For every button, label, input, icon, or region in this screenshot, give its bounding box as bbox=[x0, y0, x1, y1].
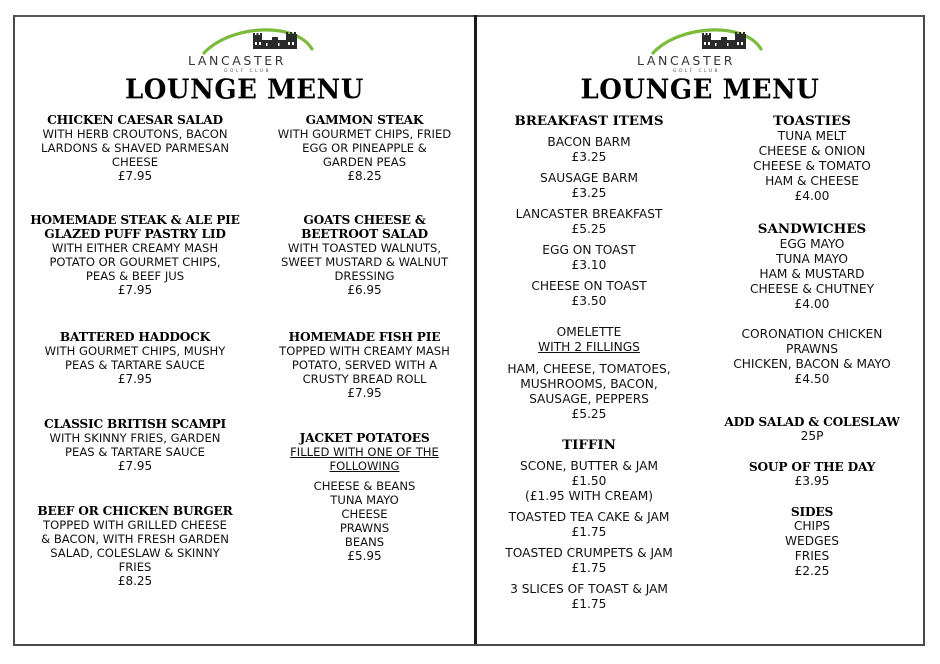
section-heading: TOASTIES bbox=[773, 113, 851, 129]
right-menu-page bbox=[477, 17, 923, 642]
sandwiches-section bbox=[701, 221, 923, 312]
item-option: EGG MAYO bbox=[779, 237, 845, 251]
item-name: GAMMON STEAK bbox=[305, 113, 424, 127]
item-desc: TOPPED WITH GRILLED CHEESE bbox=[43, 518, 227, 532]
item-price: £3.25 bbox=[571, 150, 607, 164]
item-name: HOMEMADE FISH PIE bbox=[288, 330, 441, 344]
menu-item-beef-chicken-burger bbox=[15, 504, 255, 588]
item-price: £5.25 bbox=[571, 222, 607, 236]
item-subtitle: WITH 2 FILLINGS bbox=[538, 340, 640, 354]
item-price: £7.95 bbox=[347, 386, 382, 400]
item-price: £7.95 bbox=[117, 169, 153, 183]
item-option: CHICKEN, BACON & MAYO bbox=[733, 357, 891, 371]
item-desc: WITH HERB CROUTONS, BACON bbox=[42, 127, 228, 141]
tiffin-section bbox=[477, 437, 701, 612]
breakfast-section bbox=[477, 113, 701, 309]
item-option: MUSHROOMS, BACON, bbox=[520, 377, 658, 391]
item-name: BATTERED HADDOCK bbox=[59, 330, 211, 344]
toasties-section bbox=[701, 113, 923, 204]
item-desc: DRESSING bbox=[334, 269, 395, 283]
item-desc: GARDEN PEAS bbox=[322, 155, 407, 169]
item-price: £1.75 bbox=[571, 561, 607, 575]
item-price: £1.75 bbox=[571, 525, 607, 539]
item-price: £3.50 bbox=[571, 294, 607, 308]
item-price: £1.75 bbox=[571, 597, 607, 611]
item-name: JACKET POTATOES bbox=[299, 431, 430, 445]
item-price: £5.95 bbox=[347, 549, 382, 563]
section-heading: BREAKFAST ITEMS bbox=[514, 113, 664, 129]
logo-subtitle: GOLF CLUB bbox=[224, 69, 271, 74]
left-mains-column-1 bbox=[15, 17, 255, 642]
logo-subtitle: GOLF CLUB bbox=[673, 69, 720, 74]
item-option: SAUSAGE, PEPPERS bbox=[529, 392, 649, 406]
item-option: CORONATION CHICKEN bbox=[741, 327, 883, 341]
item-name: GOATS CHEESE & bbox=[303, 213, 426, 227]
item-desc: PEAS & TARTARE SAUCE bbox=[65, 445, 205, 459]
logo-name: LANCASTER bbox=[637, 53, 735, 68]
add-salad-section bbox=[701, 415, 923, 444]
section-heading: ADD SALAD & COLESLAW bbox=[724, 415, 900, 429]
item-name: SCONE, BUTTER & JAM bbox=[519, 459, 658, 473]
right-sandwiches-column bbox=[701, 17, 923, 642]
item-option: PRAWNS bbox=[339, 521, 390, 535]
premium-sandwiches-section bbox=[701, 327, 923, 387]
item-option: CHEESE & CHUTNEY bbox=[749, 282, 875, 296]
item-desc: & BACON, WITH FRESH GARDEN bbox=[41, 532, 229, 546]
item-name: TOASTED CRUMPETS & JAM bbox=[505, 546, 673, 560]
section-heading: SOUP OF THE DAY bbox=[748, 460, 876, 474]
item-desc: SALAD, COLESLAW & SKINNY bbox=[50, 546, 220, 560]
item-option: CHEESE & ONION bbox=[758, 144, 866, 158]
item-option: TUNA MAYO bbox=[330, 493, 399, 507]
item-option: CHEESE & TOMATO bbox=[753, 159, 871, 173]
item-name: CHEESE ON TOAST bbox=[531, 279, 647, 293]
item-price: £7.95 bbox=[117, 459, 153, 473]
item-option: FRIES bbox=[794, 549, 830, 563]
item-name: BEETROOT SALAD bbox=[301, 227, 428, 241]
item-name: BEEF OR CHICKEN BURGER bbox=[37, 504, 233, 518]
left-menu-page bbox=[15, 17, 474, 642]
item-option: BEANS bbox=[344, 535, 385, 549]
page-title: LOUNGE MENU bbox=[125, 74, 364, 106]
menu-item-steak-ale-pie bbox=[15, 213, 255, 297]
item-price: £7.95 bbox=[117, 283, 153, 297]
item-desc: POTATO, SERVED WITH A bbox=[291, 358, 438, 372]
item-desc: CRUSTY BREAD ROLL bbox=[302, 372, 427, 386]
logo-name: LANCASTER bbox=[188, 53, 286, 68]
menu-item-jacket-potatoes bbox=[255, 431, 474, 563]
item-price: £3.25 bbox=[571, 186, 607, 200]
item-option: TUNA MELT bbox=[777, 129, 847, 143]
item-desc: WITH SKINNY FRIES, GARDEN bbox=[49, 431, 221, 445]
item-desc: SWEET MUSTARD & WALNUT bbox=[280, 255, 449, 269]
item-option: HAM & CHEESE bbox=[765, 174, 859, 188]
omelette-section bbox=[477, 325, 701, 422]
item-name: OMELETTE bbox=[556, 325, 622, 339]
sides-section bbox=[701, 505, 923, 579]
item-name: BACON BARM bbox=[547, 135, 631, 149]
item-price: £8.25 bbox=[347, 169, 382, 183]
item-price: £1.50 bbox=[571, 474, 607, 488]
item-option: CHIPS bbox=[793, 519, 831, 533]
section-heading: TIFFIN bbox=[562, 437, 616, 453]
item-name: HOMEMADE STEAK & ALE PIE bbox=[30, 213, 240, 227]
item-desc: WITH GOURMET CHIPS, MUSHY bbox=[44, 344, 226, 358]
item-option: HAM, CHEESE, TOMATOES, bbox=[507, 362, 671, 376]
item-desc: FRIES bbox=[118, 560, 152, 574]
left-mains-column-2 bbox=[255, 17, 474, 642]
item-option: PRAWNS bbox=[786, 342, 838, 356]
item-note: (£1.95 WITH CREAM) bbox=[525, 489, 653, 503]
item-price: £4.00 bbox=[794, 297, 830, 311]
item-subtitle: FILLED WITH ONE OF THE bbox=[290, 445, 439, 459]
item-name: LANCASTER BREAKFAST bbox=[515, 207, 663, 221]
menu-item-chicken-caesar-salad bbox=[15, 113, 255, 183]
item-option: HAM & MUSTARD bbox=[759, 267, 865, 281]
item-desc: LARDONS & SHAVED PARMESAN bbox=[40, 141, 230, 155]
item-price: £4.50 bbox=[794, 372, 830, 386]
item-price: 25P bbox=[800, 429, 824, 443]
item-price: £8.25 bbox=[117, 574, 153, 588]
item-name: CHICKEN CAESAR SALAD bbox=[47, 113, 223, 127]
page-title: LOUNGE MENU bbox=[580, 74, 820, 106]
item-name: GLAZED PUFF PASTRY LID bbox=[44, 227, 226, 241]
item-option: TUNA MAYO bbox=[776, 252, 848, 266]
menu-item-british-scampi bbox=[15, 417, 255, 473]
item-price: £3.95 bbox=[794, 474, 830, 488]
item-desc: EGG OR PINEAPPLE & bbox=[302, 141, 427, 155]
item-name: 3 SLICES OF TOAST & JAM bbox=[510, 582, 668, 596]
item-name: CLASSIC BRITISH SCAMPI bbox=[43, 417, 227, 431]
item-price: £4.00 bbox=[794, 189, 830, 203]
item-option: CHEESE bbox=[341, 507, 388, 521]
item-name: EGG ON TOAST bbox=[542, 243, 636, 257]
item-desc: PEAS & TARTARE SAUCE bbox=[65, 358, 205, 372]
menu-item-battered-haddock bbox=[15, 330, 255, 386]
item-name: TOASTED TEA CAKE & JAM bbox=[508, 510, 670, 524]
soup-section bbox=[701, 460, 923, 489]
menu-item-fish-pie bbox=[255, 330, 474, 400]
item-desc: PEAS & BEEF JUS bbox=[85, 269, 185, 283]
item-price: £2.25 bbox=[794, 564, 830, 578]
item-desc: WITH GOURMET CHIPS, FRIED bbox=[277, 127, 452, 141]
item-price: £5.25 bbox=[571, 407, 607, 421]
item-name: SAUSAGE BARM bbox=[539, 171, 638, 185]
section-heading: SIDES bbox=[790, 505, 834, 519]
item-price: £7.95 bbox=[117, 372, 153, 386]
item-desc: POTATO OR GOURMET CHIPS, bbox=[49, 255, 221, 269]
item-price: £3.10 bbox=[571, 258, 607, 272]
item-desc: CHEESE bbox=[111, 155, 159, 169]
item-price: £6.95 bbox=[347, 283, 382, 297]
item-option: CHEESE & BEANS bbox=[313, 479, 416, 493]
item-desc: WITH EITHER CREAMY MASH bbox=[51, 241, 219, 255]
item-subtitle: FOLLOWING bbox=[329, 459, 400, 473]
item-desc: WITH TOASTED WALNUTS, bbox=[287, 241, 442, 255]
menu-item-goats-cheese-salad bbox=[255, 213, 474, 297]
menu-item-gammon-steak bbox=[255, 113, 474, 183]
item-option: WEDGES bbox=[784, 534, 840, 548]
section-heading: SANDWICHES bbox=[757, 221, 867, 237]
item-desc: TOPPED WITH CREAMY MASH bbox=[279, 344, 450, 358]
right-breakfast-column bbox=[477, 17, 701, 642]
